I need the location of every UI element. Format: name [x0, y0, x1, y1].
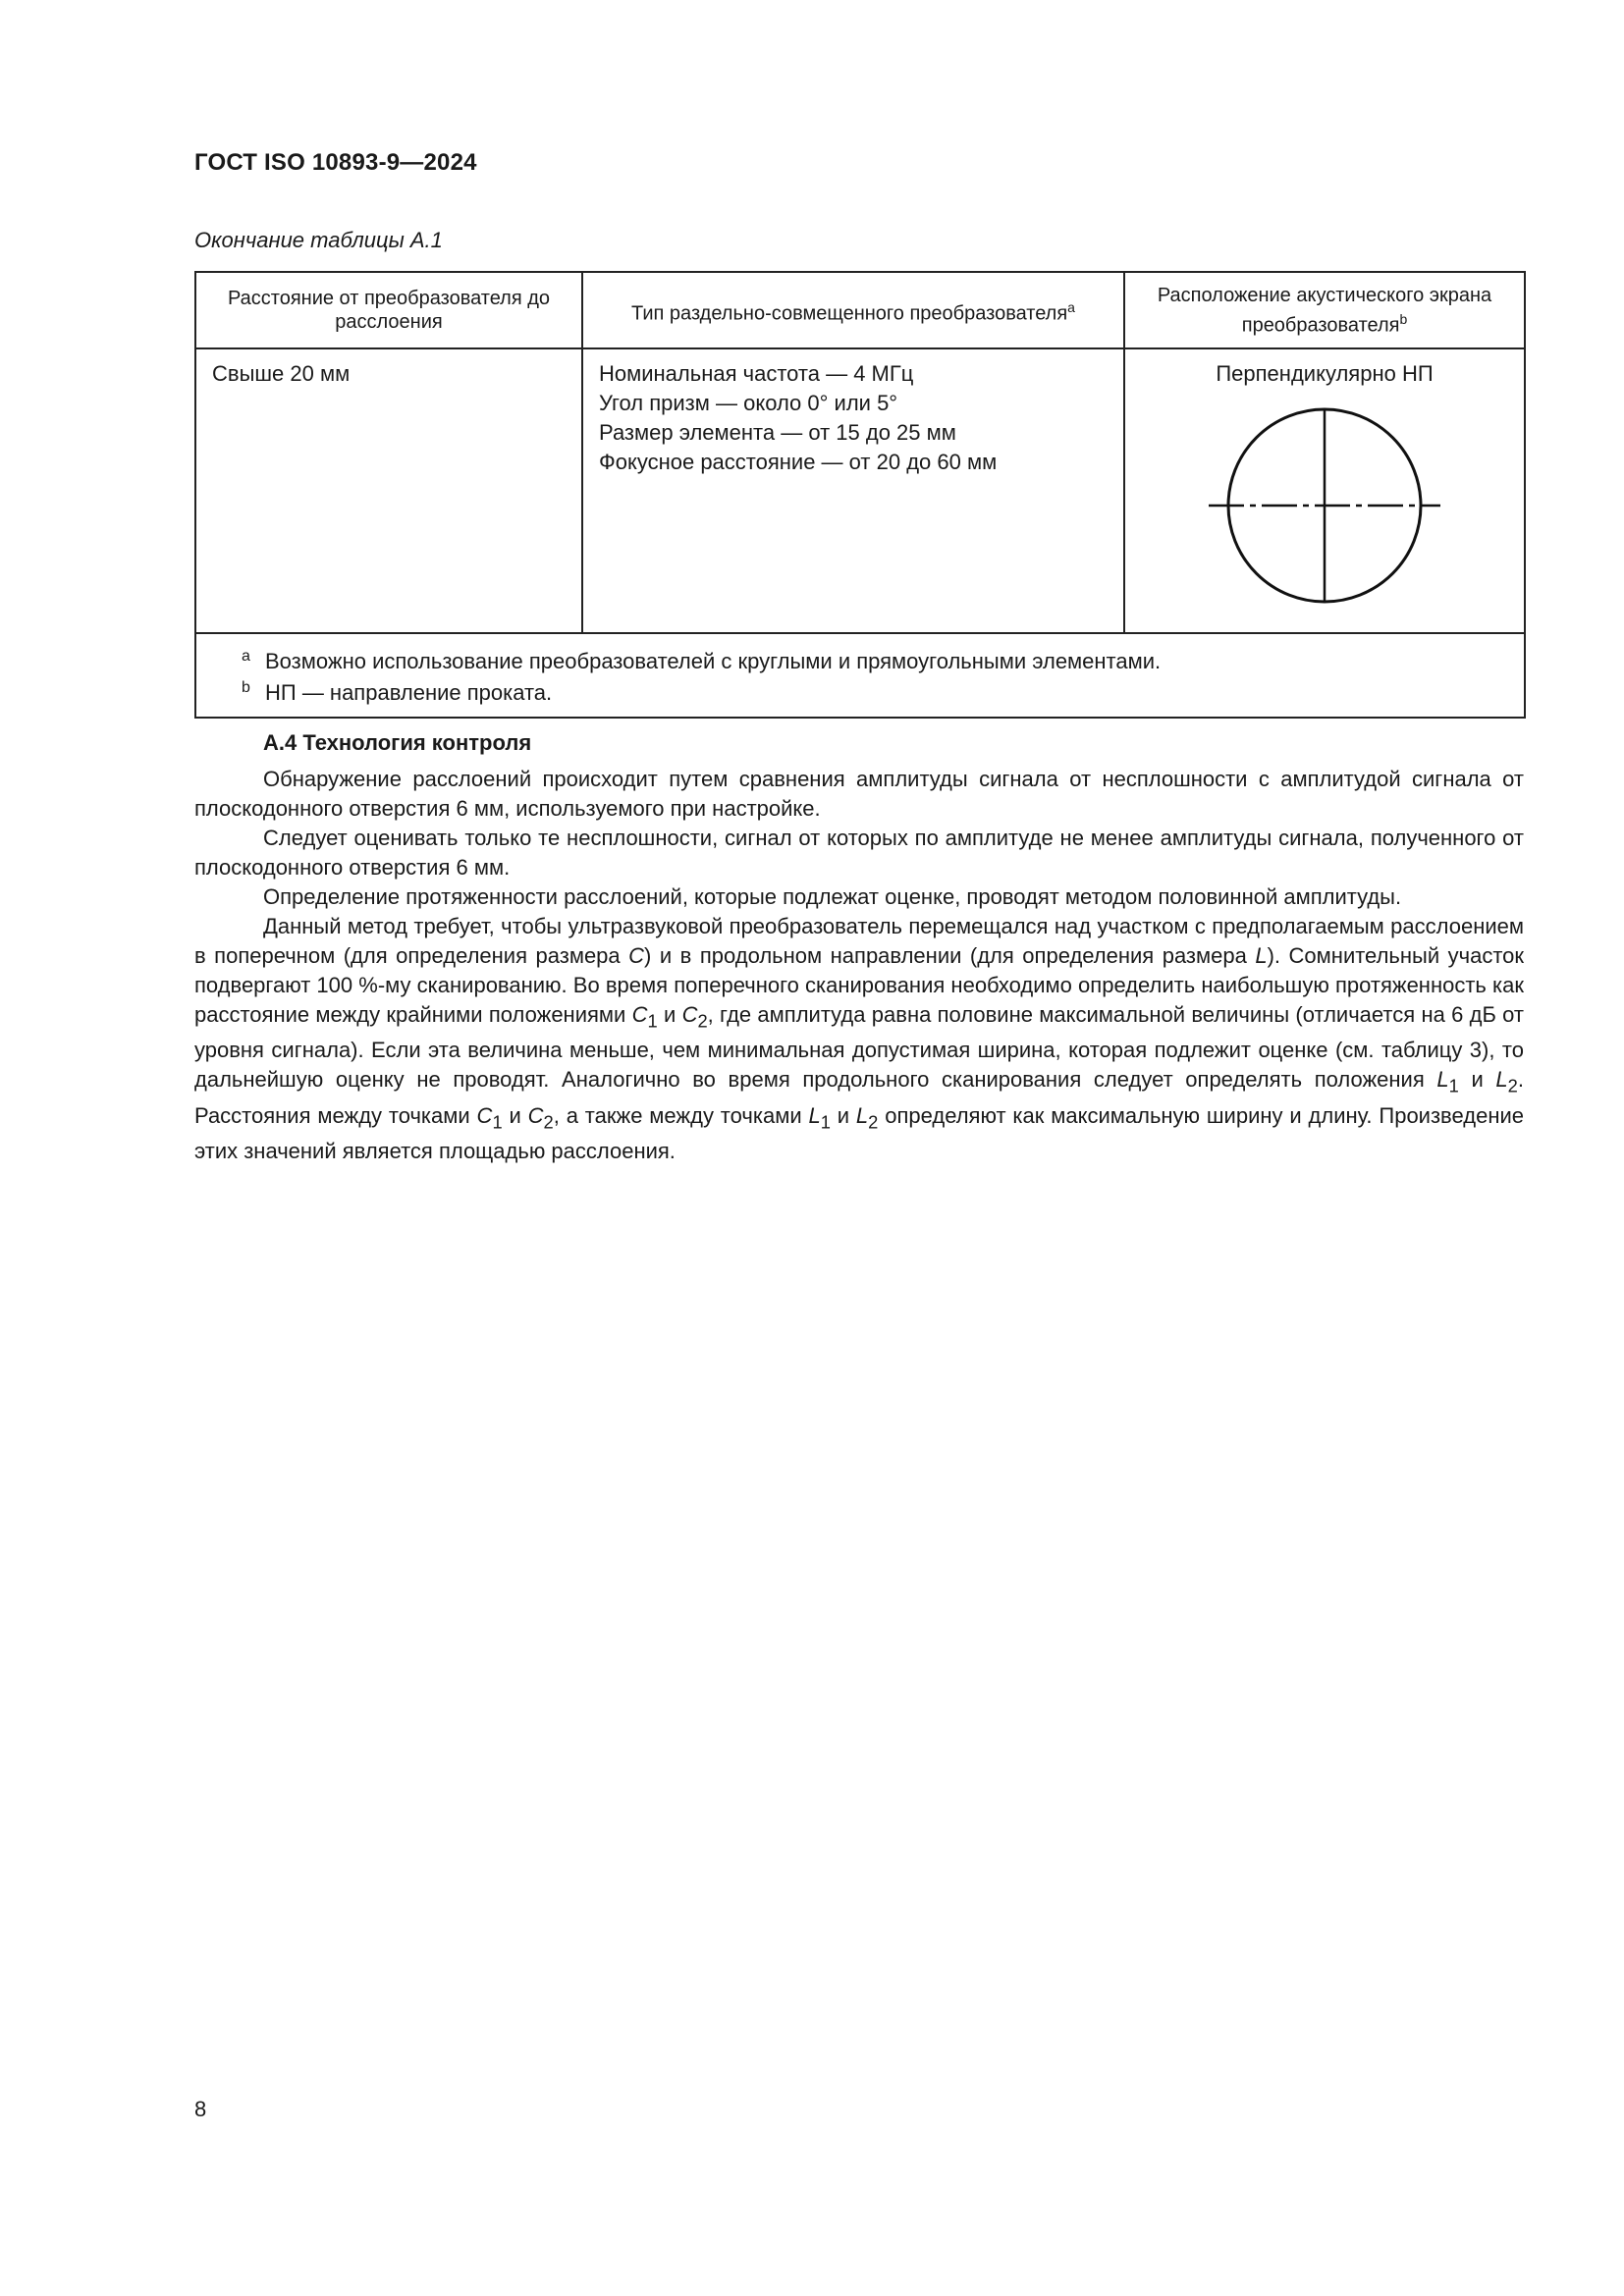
document-header-title: ГОСТ ISO 10893-9—2024: [194, 149, 477, 176]
column-header-screen-position: Расположение акустического экрана преобразователя$^b$: [1124, 272, 1525, 348]
paragraph-2: Следует оценивать только те несплошности, сигнал от которых по амплитуде не менее амплитуды сигнала, полученного от плоскодонного отверстия 6 мм.: [194, 826, 1524, 880]
param-frequency: Номинальная частота — 4 МГц: [599, 361, 914, 386]
cell-distance: Свыше 20 мм: [195, 348, 582, 633]
footnote-a: a Возможно использование преобразователей с круглыми и прямоугольными элементами.: [242, 647, 1162, 673]
table-caption: Окончание таблицы А.1: [194, 228, 443, 252]
cell-screen-position: [1124, 348, 1525, 633]
param-element-size: Размер элемента — от 15 до 25 мм: [599, 420, 956, 445]
footnote-b: b НП — направление проката.: [242, 678, 553, 705]
column-header-distance: Расстояние от преобразователя до расслоения: [195, 272, 582, 348]
column-header-transducer-type: Тип раздельно-совмещенного преобразователя$^a$: [582, 272, 1124, 348]
table-header-row: [195, 272, 1525, 348]
table-row: [195, 348, 1525, 633]
param-prism-angle: Угол призм — около 0° или 5°: [599, 391, 898, 415]
transducer-screen-diagram: [1207, 402, 1442, 609]
screen-position-label: Перпендикулярно НП: [1216, 361, 1434, 386]
cell-transducer-params: [582, 348, 1124, 633]
page-number: 8: [194, 2097, 207, 2121]
section-heading: А.4 Технология контроля: [263, 730, 532, 755]
parameters-table: [194, 271, 1526, 719]
table-footnotes: [195, 633, 1525, 718]
paragraph-3: Определение протяженности расслоений, которые подлежат оценке, проводят методом половинной амплитуды.: [263, 884, 1402, 909]
table-notes-row: [195, 633, 1525, 718]
section-body: [194, 765, 1524, 1166]
paragraph-4: Данный метод требует, чтобы ультразвуковой преобразователь перемещался над участком с предполагаемым расслоением в поперечном (для определения размера C) и в продольном направлении (для определения размера L). Сомнительный участок подвергают 100 %-му сканированию. Во время поперечного сканирования необходимо определить наибольшую протяженность как расстояние между крайними положениями $C_1$ и $C_2$, где амплитуда равна половине максимальной величины (отличается на 6 дБ от уровня сигнала). Если эта величина меньше, чем минимальная допустимая ширина, которая подлежит оценке (см. таблицу 3), то дальнейшую оценку не проводят. Аналогично во время продольного сканирования следует определять положения $L_1$ и $L_2$. Расстояния между точками $C_1$ и $C_2$, а также между точками $L_1$ и $L_2$ определяют как максимальную ширину и длину. Произведение этих значений является площадью расслоения.: [194, 914, 1525, 1164]
param-focal-distance: Фокусное расстояние — от 20 до 60 мм: [599, 450, 998, 474]
paragraph-1: Обнаружение расслоений происходит путем сравнения амплитуды сигнала от несплошности с амплитудой сигнала от плоскодонного отверстия 6 мм, используемого при настройке.: [194, 767, 1524, 821]
